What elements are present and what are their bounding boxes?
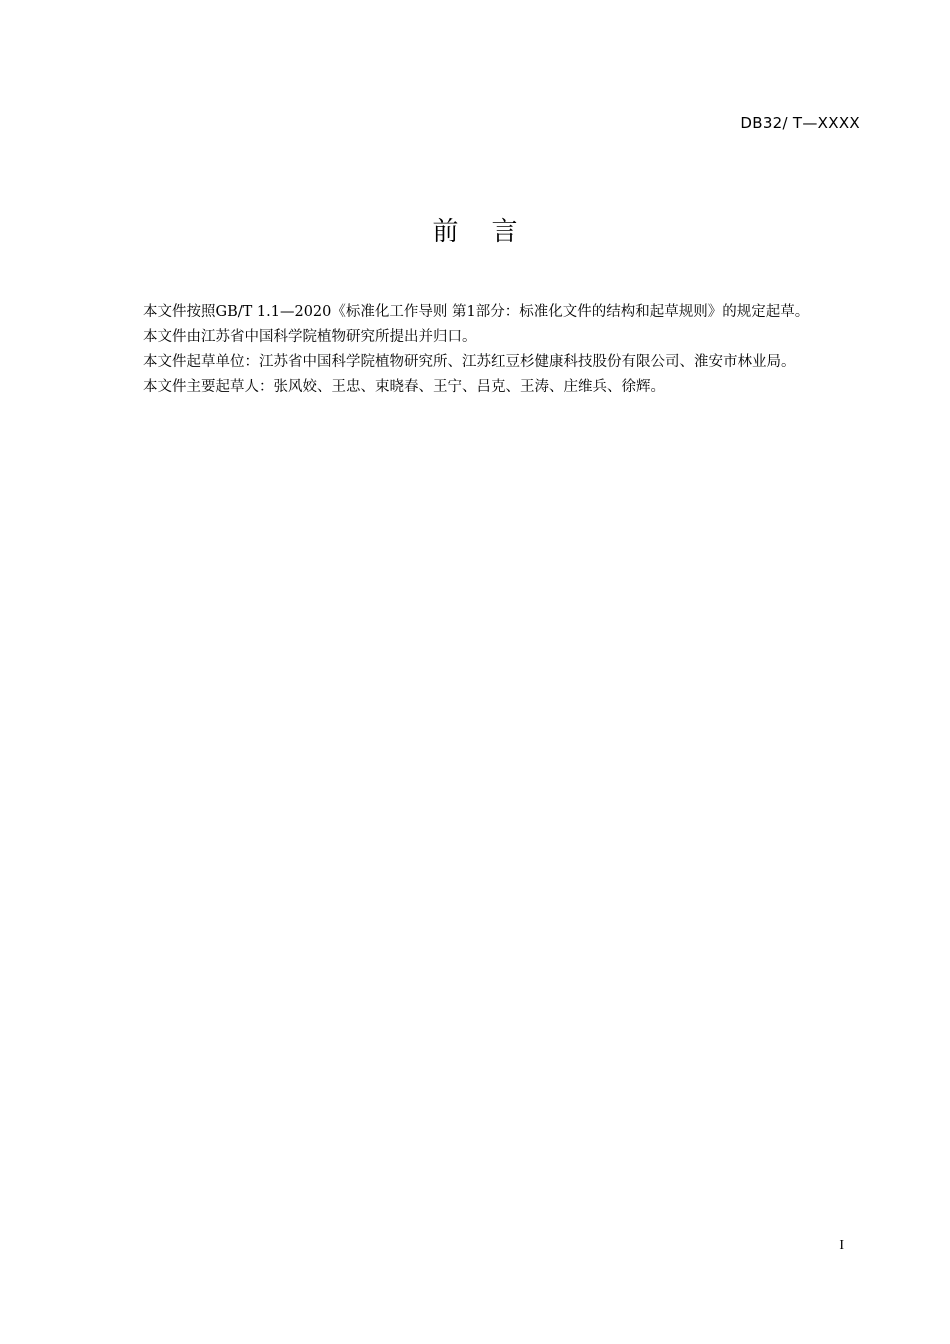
- section-title: 前 言: [432, 217, 518, 247]
- paragraph-drafters: 本文件主要起草人：张风姣、王忠、束晓春、王宁、吕克、王涛、庄维兵、徐辉。: [143, 379, 665, 395]
- paragraph-drafting-units: 本文件起草单位：江苏省中国科学院植物研究所、江苏红豆杉健康科技股份有限公司、淮安市林业局。: [143, 354, 796, 370]
- paragraph-drafting-rules: 本文件按照GB/T 1.1—2020《标准化工作导则 第1部分：标准化文件的结构和起草规则》的规定起草。: [143, 304, 810, 320]
- document-code: DB32/ T—XXXX: [740, 114, 860, 132]
- page-number: I: [839, 1238, 844, 1253]
- paragraph-proposer: 本文件由江苏省中国科学院植物研究所提出并归口。: [143, 329, 477, 345]
- foreword-body: [114, 300, 860, 400]
